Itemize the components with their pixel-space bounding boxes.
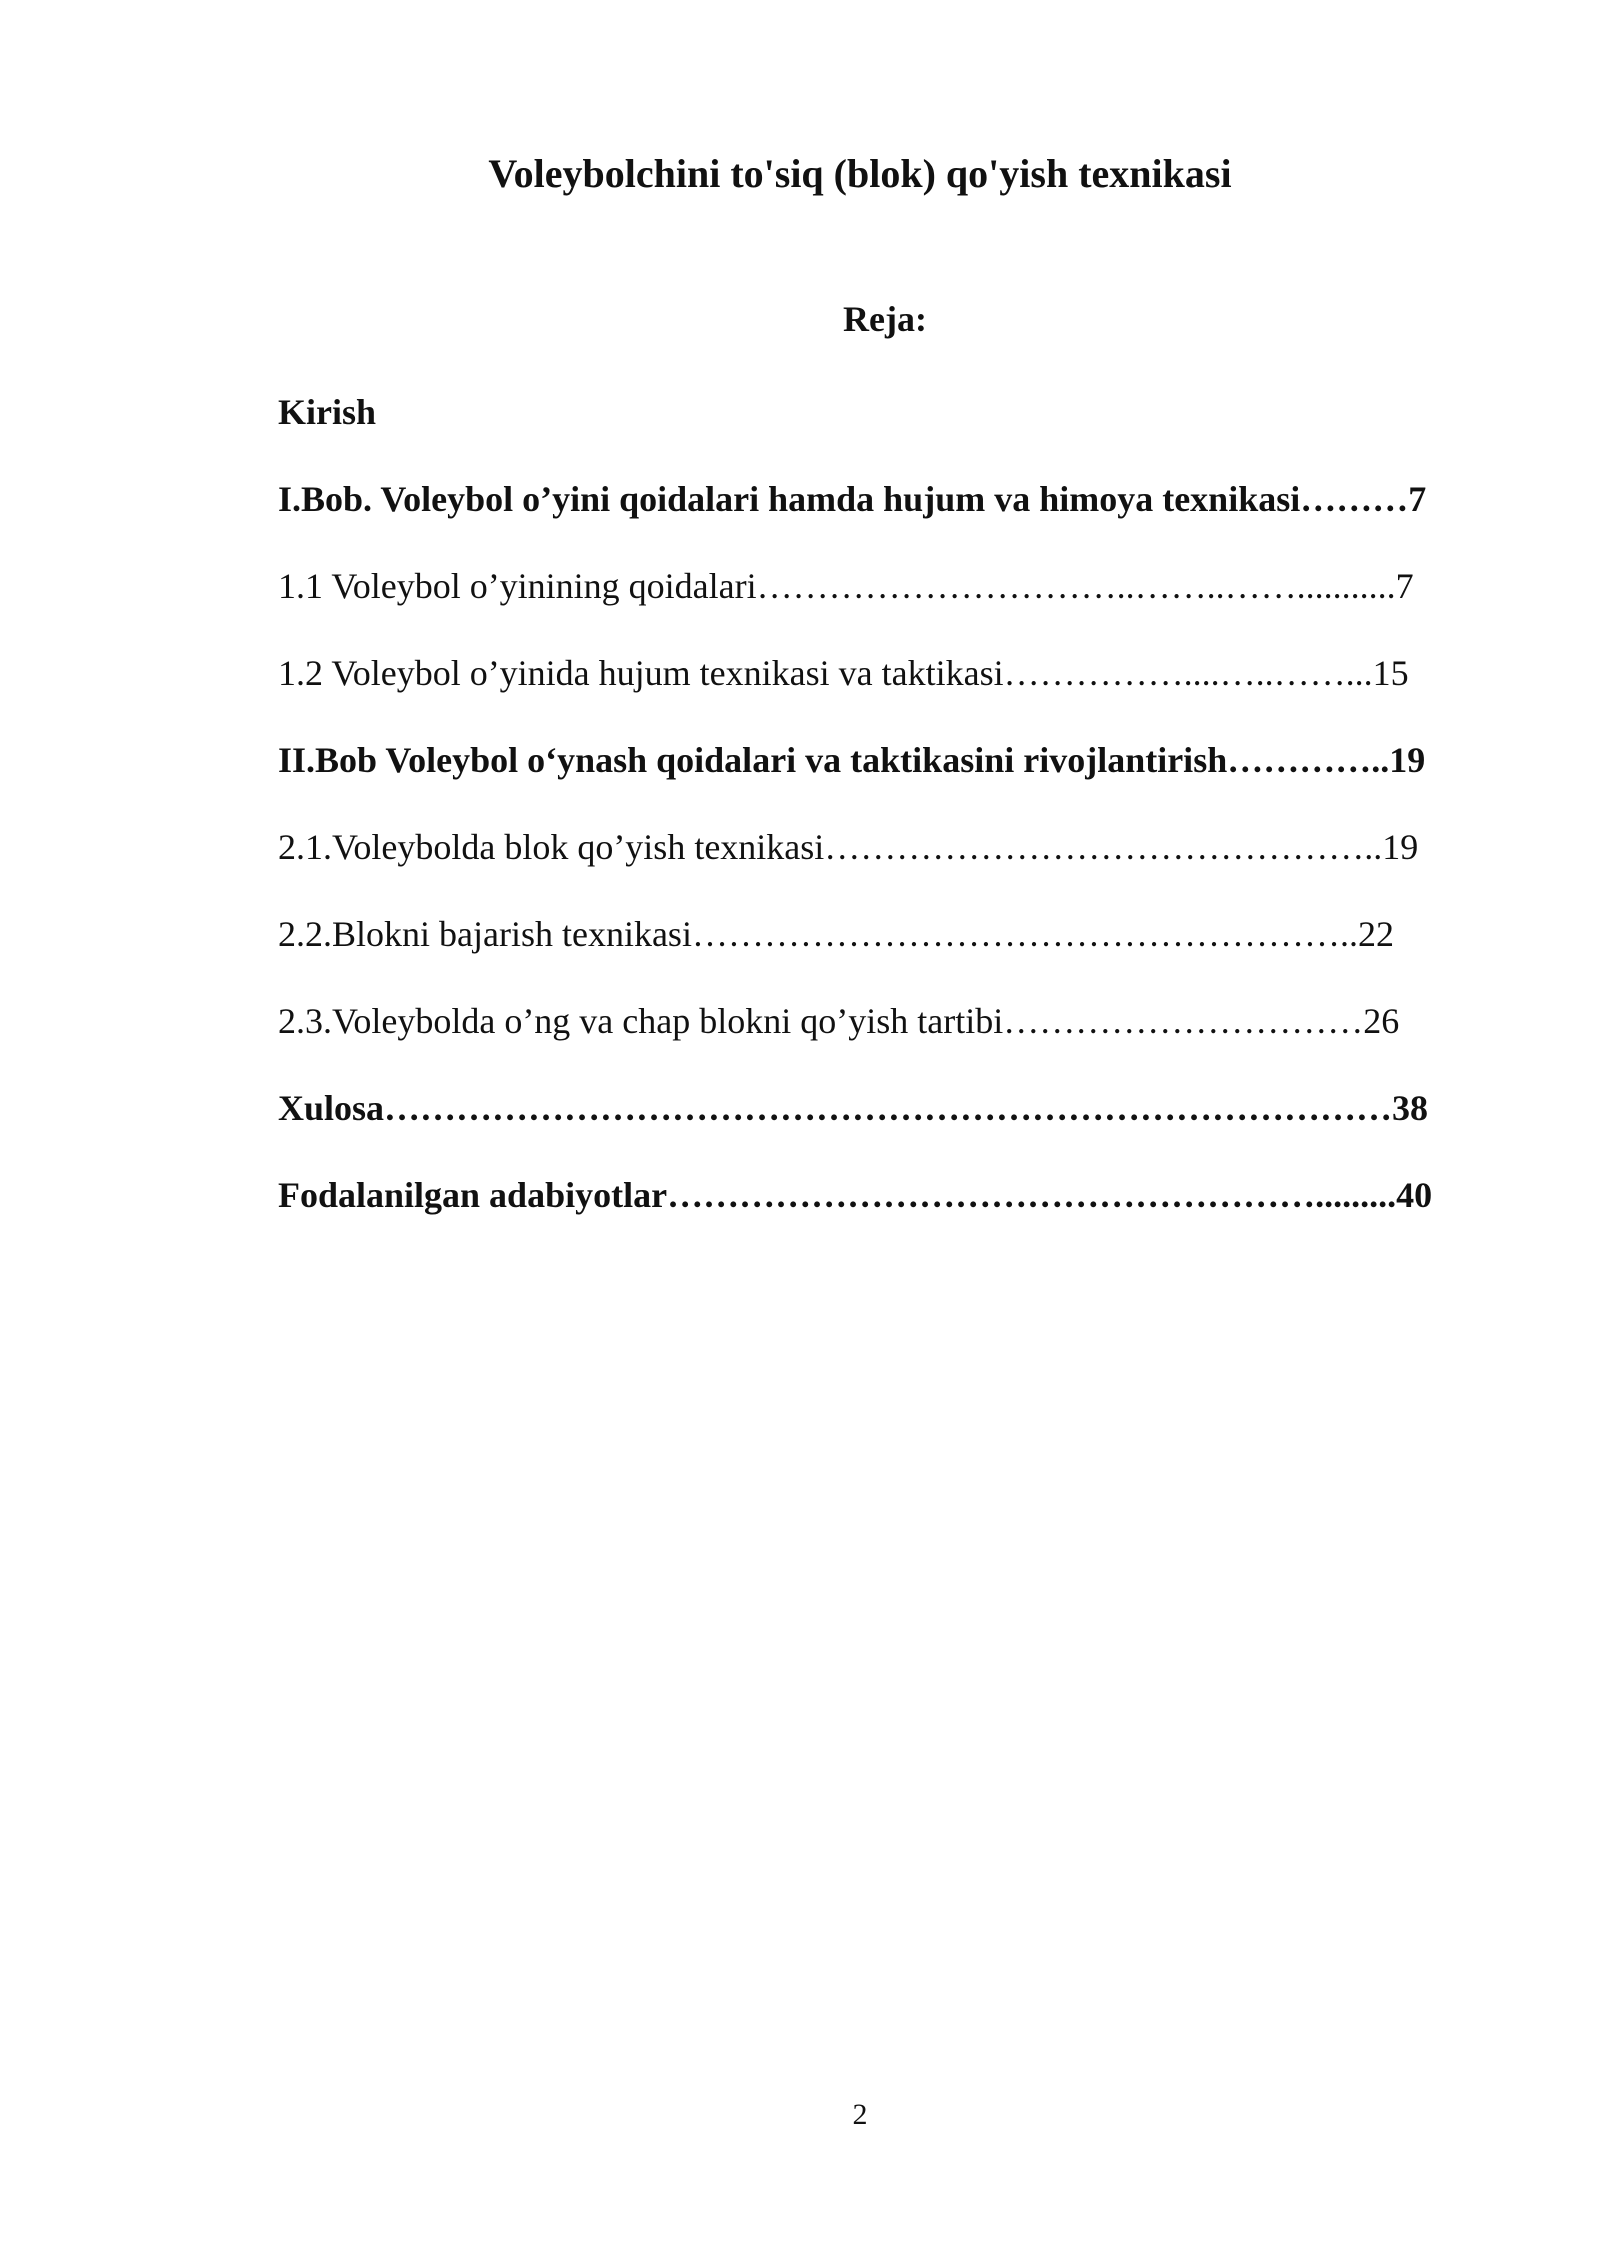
toc-entry-text: 2.2.Blokni bajarish texnikasi………………………………………………..22: [278, 914, 1394, 954]
toc-entry-text: 1.2 Voleybol o’yinida hujum texnikasi va taktikasi……………....…..……...15: [278, 653, 1409, 693]
toc-entry-text: 1.1 Voleybol o’yinining qoidalari…………………………..……..……...........7: [278, 566, 1414, 606]
toc-entry-text: 2.3.Voleybolda o’ng va chap blokni qo’yish tartibi…………………………26: [278, 1001, 1400, 1041]
toc-entry-conclusion: [278, 1084, 1486, 1132]
toc-entry-chapter-2: [278, 736, 1486, 784]
toc-entry-text: I.Bob. Voleybol o’yini qoidalari hamda hujum va himoya texnikasi………7: [278, 479, 1427, 519]
toc-entry-introduction: [278, 388, 1486, 436]
toc-entry-section-2-1: [278, 823, 1486, 871]
toc-entry-text: 2.1.Voleybolda blok qo’yish texnikasi………………………………………..19: [278, 827, 1419, 867]
toc-entry-text: Fodalanilgan adabiyotlar……………………………………………….........40: [278, 1175, 1433, 1215]
plan-heading: Reja:: [843, 299, 927, 339]
toc-entry-section-2-2: [278, 910, 1486, 958]
toc-entry-section-2-3: [278, 997, 1486, 1045]
toc-entry-text: Kirish: [278, 392, 377, 432]
toc-entry-text: Xulosa…………………………………………………………………………38: [278, 1088, 1429, 1128]
toc-entry-section-1-2: [278, 649, 1486, 697]
page-number: 2: [852, 2098, 868, 2131]
document-title: Voleybolchini to'siq (blok) qo'yish texnikasi: [488, 151, 1232, 196]
toc-entry-text: II.Bob Voleybol o‘ynash qoidalari va taktikasini rivojlantirish…………..19: [278, 740, 1426, 780]
toc-entry-references: [278, 1171, 1486, 1219]
toc-entry-chapter-1: [278, 475, 1486, 523]
toc-entry-section-1-1: [278, 562, 1486, 610]
